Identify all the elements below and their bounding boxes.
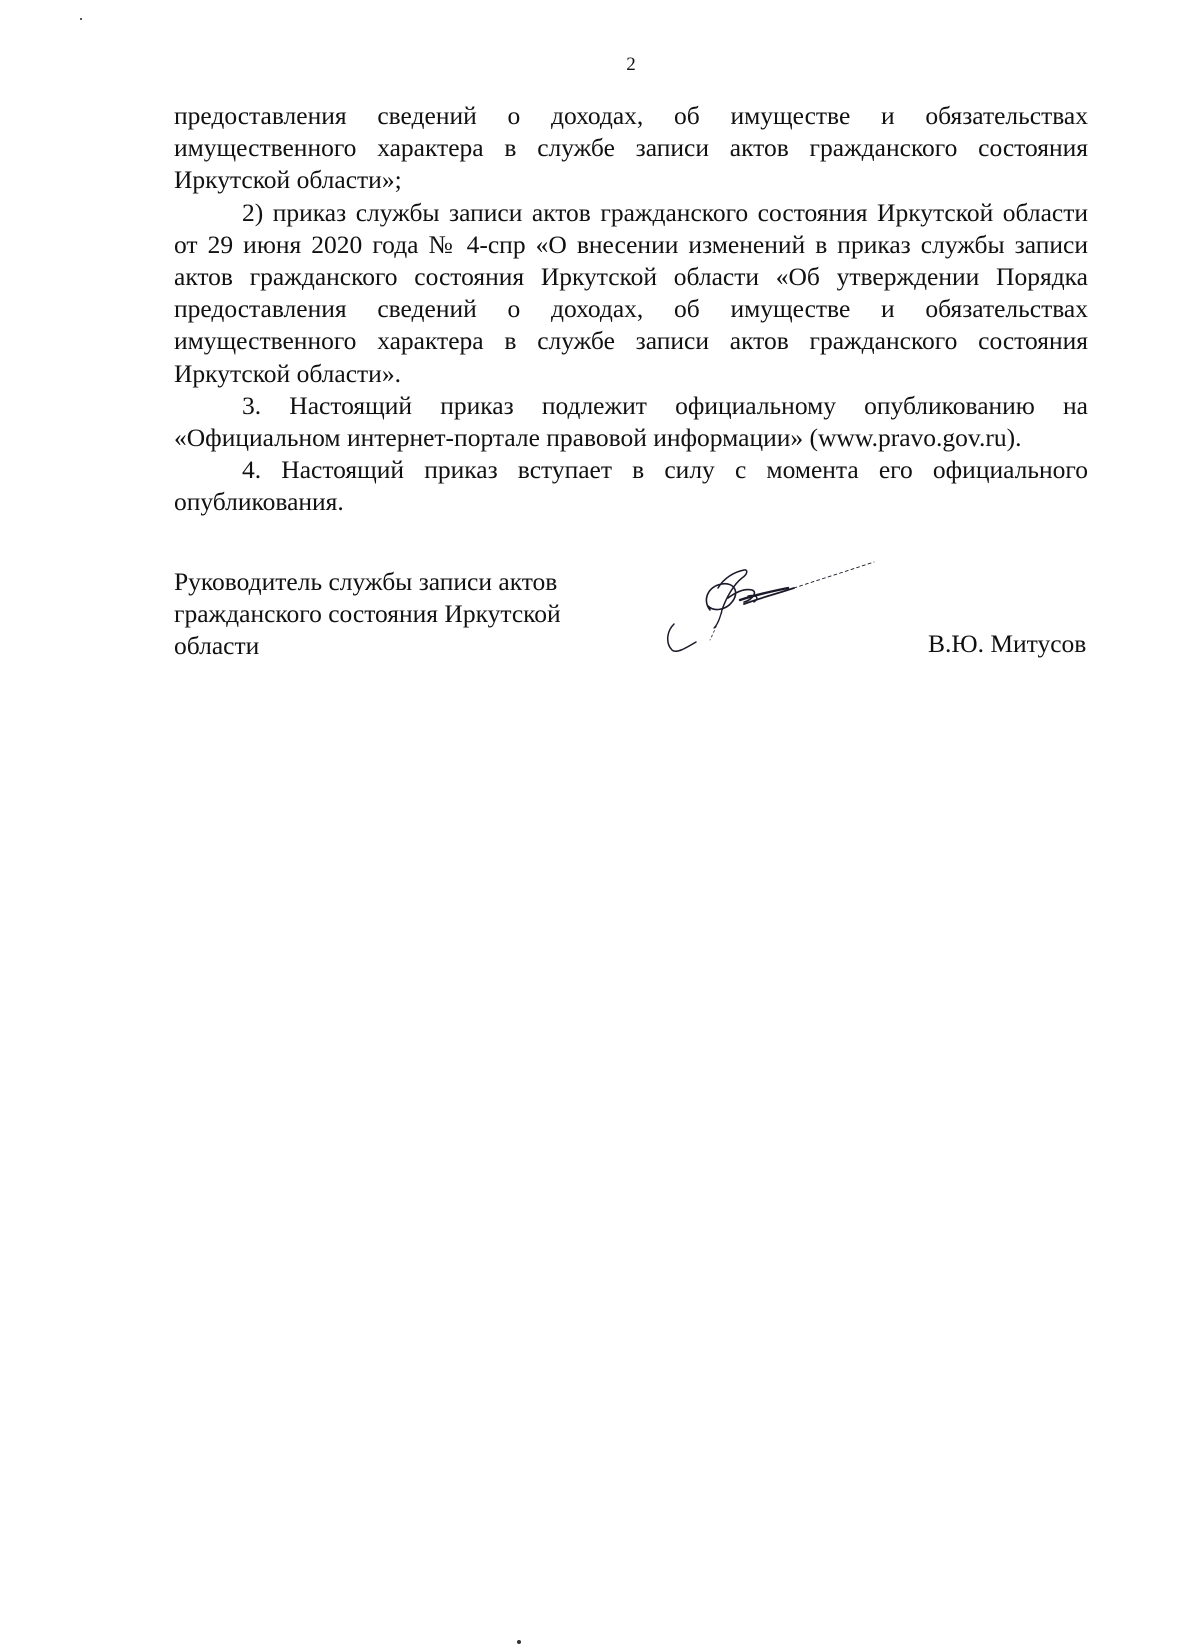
page-number: 2 [626, 54, 636, 75]
signatory-position [174, 566, 614, 663]
signatory-position-line: гражданского состояния Иркутской [174, 599, 561, 629]
signatory-position-line: Руководитель службы записи актов [174, 567, 558, 596]
scan-speck-bottom [517, 1640, 521, 1644]
paragraph-continuation: предоставления сведений о доходах, об имуществе и обязательствах имущественного характера в службе записи актов гражданского состояния Иркутской области»; [174, 101, 1088, 195]
signatory-position-line: области [174, 631, 260, 661]
paragraph-item-3: 3. Настоящий приказ подлежит официальному опубликованию на «Официальном интернет-портале правовой информации» (www.pravo.gov.ru). [174, 390, 1088, 453]
signatory-name: В.Ю. Митусов [928, 629, 1087, 658]
document-body [174, 100, 1088, 519]
scan-speck [80, 18, 82, 20]
paragraph-item-4: 4. Настоящий приказ вступает в силу с момента его официального опубликования. [174, 455, 1088, 517]
paragraph-item-2: 2) приказ службы записи актов гражданского состояния Иркутской области от 29 июня 2020 года № 4-спр «О внесении изменений в приказ службы записи актов гражданского состояния Иркутской области «Об утверждении Порядка предоставления сведений о доходах, об имуществе и обязательствах имущественного характера в службе записи актов гражданского состояния Иркутской области». [174, 197, 1088, 388]
handwritten-signature [648, 548, 888, 688]
